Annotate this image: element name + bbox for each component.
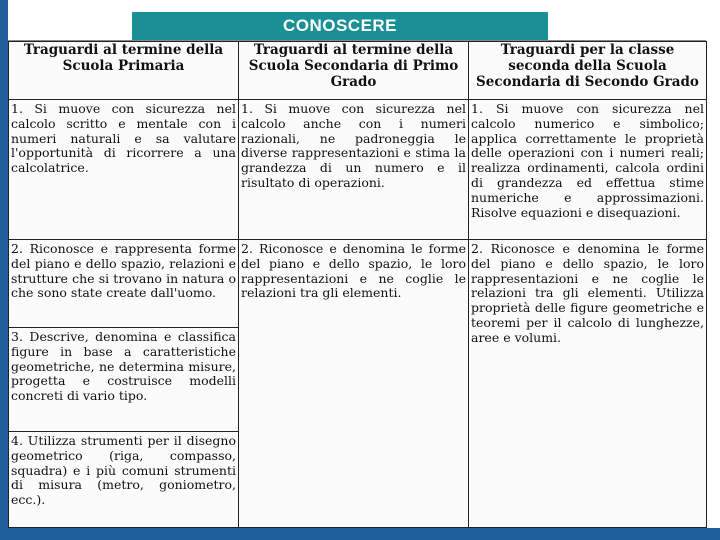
cell-secondaria-primo-2: 2. Riconosce e denomina le forme del piano e dello spazio, le loro rappresentazioni e ne coglie le relazioni tra gli elementi. (239, 240, 469, 528)
right-margin (708, 0, 720, 540)
column-header-secondaria-secondo: Traguardi per la classe seconda della Scuola Secondaria di Secondo Grado (469, 42, 707, 100)
cell-secondaria-secondo-2: 2. Riconosce e denomina le forme del piano e dello spazio, le loro rappresentazioni e ne coglie le relazioni tra gli elementi. Utilizza proprietà delle figure geometriche e teoremi per il calcolo di lunghezze, aree e volumi. (469, 240, 707, 528)
cell-primaria-2: 2. Riconosce e rappresenta forme del piano e dello spazio, relazioni e strutture che si trovano in natura o che sono state create dall'uomo. (9, 240, 239, 328)
cell-secondaria-secondo-1: 1. Si muove con sicurezza nel calcolo numerico e simbolico; applica correttamente le proprietà delle operazioni con i numeri reali; realizza ordinamenti, calcola ordini di grandezza ed effettua stime numeriche e approssimazioni. Risolve equazioni e disequazioni. (469, 100, 707, 240)
cell-secondaria-primo-1: 1. Si muove con sicurezza nel calcolo anche con i numeri razionali, ne padroneggia le diverse rappresentazioni e stima la grandezza di un numero e il risultato di operazioni. (239, 100, 469, 240)
column-header-primaria: Traguardi al termine della Scuola Primaria (9, 42, 239, 100)
left-frame-bar (0, 0, 8, 540)
column-header-secondaria-primo: Traguardi al termine della Scuola Secondaria di Primo Grado (239, 42, 469, 100)
traguardi-table (8, 41, 707, 528)
cell-primaria-3: 3. Descrive, denomina e classifica figure in base a caratteristiche geometriche, ne determina misure, progetta e costruisce modelli concreti di vario tipo. (9, 328, 239, 432)
document-scan (8, 40, 706, 527)
table-header-row (9, 42, 707, 100)
cell-primaria-4: 4. Utilizza strumenti per il disegno geometrico (riga, compasso, squadra) e i più comuni strumenti di misura (metro, goniometro, ecc.). (9, 432, 239, 528)
slide-title-banner: CONOSCERE (132, 12, 548, 40)
table-row (9, 240, 707, 328)
cell-primaria-1: 1. Si muove con sicurezza nel calcolo scritto e mentale con i numeri naturali e sa valutare l'opportunità di ricorrere a una calcolatrice. (9, 100, 239, 240)
bottom-frame-bar (0, 528, 720, 540)
table-row (9, 100, 707, 240)
